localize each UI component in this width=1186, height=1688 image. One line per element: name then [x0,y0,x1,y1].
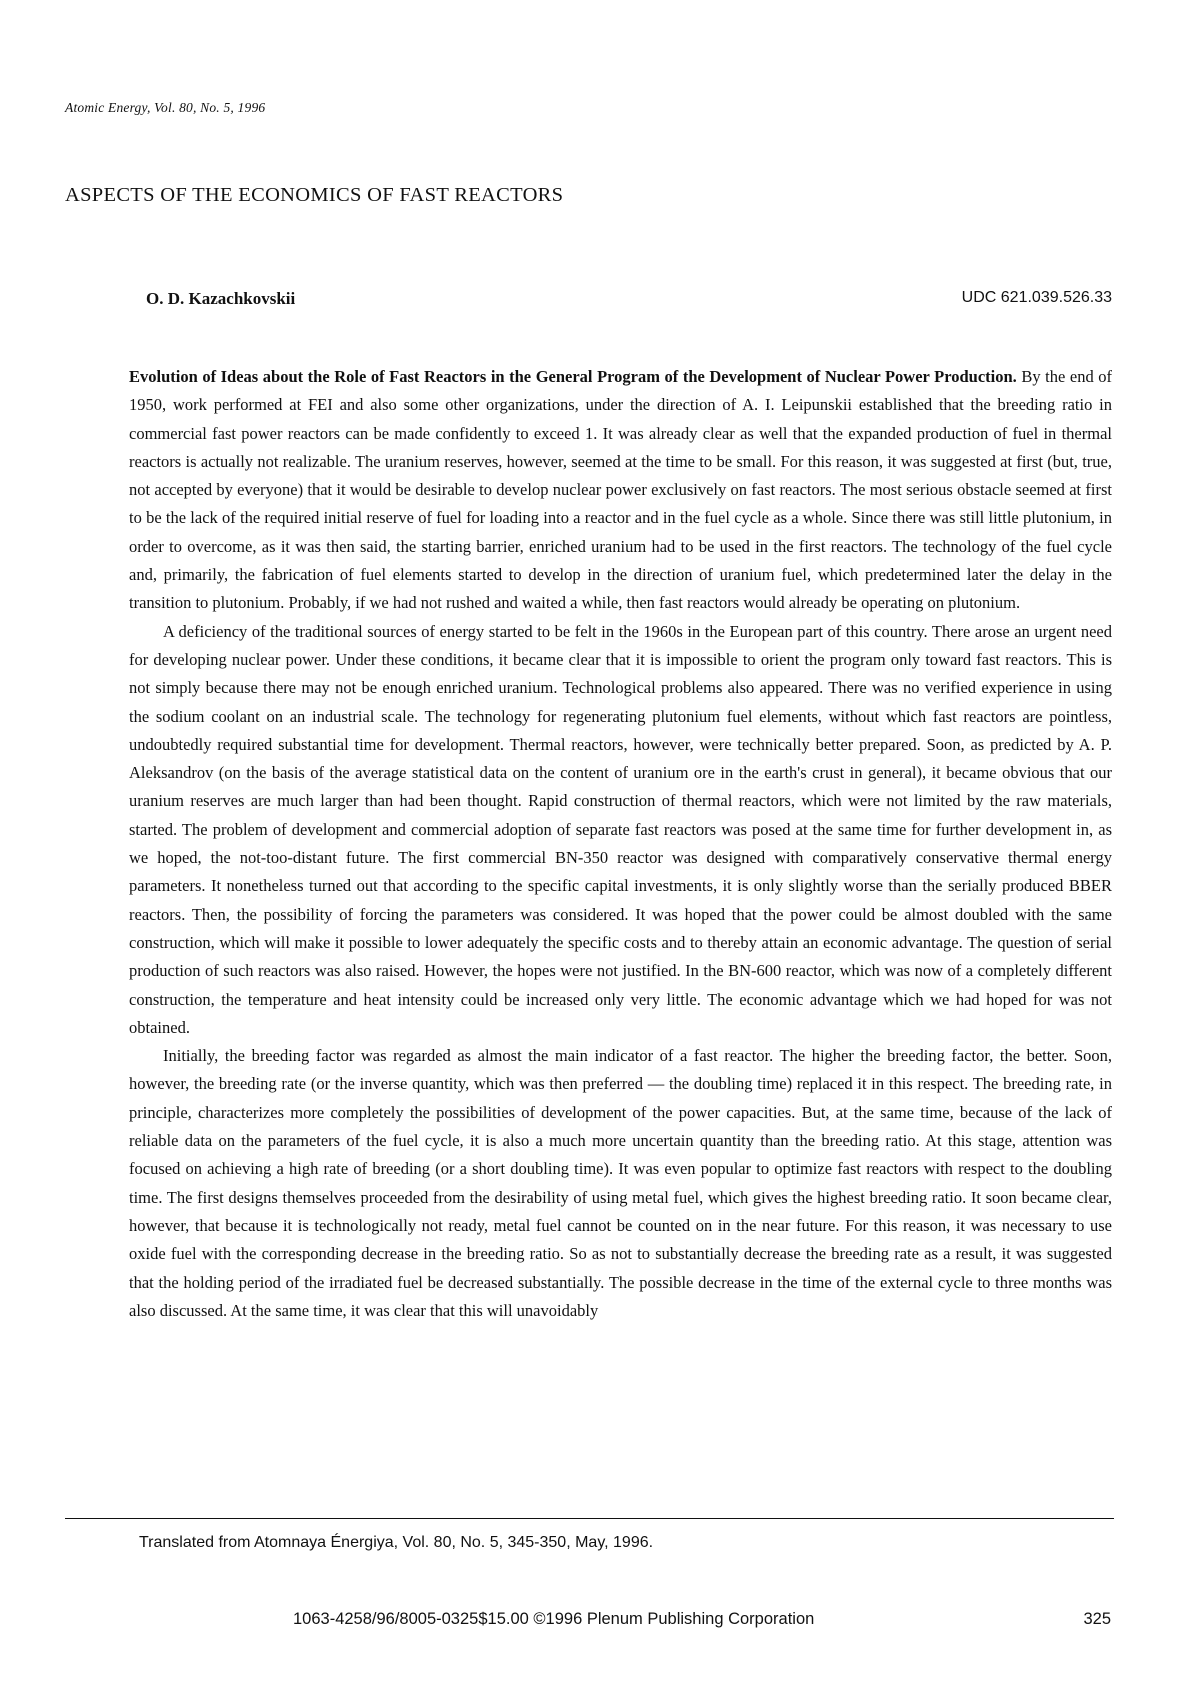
translation-footnote: Translated from Atomnaya Énergiya, Vol. 80, No. 5, 345-350, May, 1996. [139,1534,654,1551]
issn-copyright-line: 1063-4258/96/8005-0325$15.00 ©1996 Plenum Publishing Corporation [293,1610,815,1628]
author-name: O. D. Kazachkovskii [146,289,296,308]
journal-citation: Atomic Energy, Vol. 80, No. 5, 1996 [65,100,266,115]
section-heading: Evolution of Ideas about the Role of Fast Reactors in the General Program of the Development of Nuclear Power Production. [129,367,1017,386]
paragraph-1-text: By the end of 1950, work performed at FEI and also some other organizations, under the direction of A. I. Leipunskii established that the breeding ratio in commercial fast power reactors can be made confidently to exceed 1. It was already clear as well that the expanded production of fuel in thermal reactors is actually not realizable. The uranium reserves, however, seemed at the time to be small. For this reason, it was suggested at first (but, true, not accepted by everyone) that it would be desirable to develop nuclear power exclusively on fast reactors. The most serious obstacle seemed at first to be the lack of the required initial reserve of fuel for loading into a reactor and in the fuel cycle as a whole. Since there was still little plutonium, in order to overcome, as it was then said, the starting barrier, enriched uranium had to be used in the first reactors. The technology of the fuel cycle and, primarily, the fabrication of fuel elements started to develop in the direction of uranium fuel, which predetermined later the delay in the transition to plutonium. Probably, if we had not rushed and waited a while, then fast reactors would already be operating on plutonium. [129,367,1112,613]
paragraph-1 [129,363,1112,618]
paragraph-2: A deficiency of the traditional sources of energy started to be felt in the 1960s in the European part of this country. There arose an urgent need for developing nuclear power. Under these conditions, it became clear that it is impossible to orient the program only toward fast reactors. This is not simply because there may not be enough enriched uranium. Technological problems also appeared. There was no verified experience in using the sodium coolant on an industrial scale. The technology for regenerating plutonium fuel elements, without which fast reactors are pointless, undoubtedly required substantial time for development. Thermal reactors, however, were technically better prepared. Soon, as predicted by A. P. Aleksandrov (on the basis of the average statistical data on the content of uranium ore in the earth's crust in general), it became obvious that our uranium reserves are much larger than had been thought. Rapid construction of thermal reactors, which were not limited by the raw materials, started. The problem of development and commercial adoption of separate fast reactors was posed at the same time for further development in, as we hoped, the not-too-distant future. The first commercial BN-350 reactor was designed with comparatively conservative thermal energy parameters. It nonetheless turned out that according to the specific capital investments, it is only slightly worse than the serially produced BBER reactors. Then, the possibility of forcing the parameters was considered. It was hoped that the power could be almost doubled with the same construction, which will make it possible to lower adequately the specific costs and to thereby attain an economic advantage. The question of serial production of such reactors was also raised. However, the hopes were not justified. In the BN-600 reactor, which was now of a completely different construction, the temperature and heat intensity could be increased only very little. The economic advantage which we had hoped for was not obtained. [129,621,1112,1037]
paragraph-3: Initially, the breeding factor was regarded as almost the main indicator of a fast reactor. The higher the breeding factor, the better. Soon, however, the breeding rate (or the inverse quantity, which was then preferred — the doubling time) replaced it in this respect. The breeding rate, in principle, characterizes more completely the possibilities of development of the power capacities. But, at the same time, because of the lack of reliable data on the parameters of the fuel cycle, it is also a much more uncertain quantity than the breeding ratio. At this stage, attention was focused on achieving a high rate of breeding (or a short doubling time). It was even popular to optimize fast reactors with respect to the doubling time. The first designs themselves proceeded from the desirability of using metal fuel, which gives the highest breeding ratio. It soon became clear, however, that because it is technologically not ready, metal fuel cannot be counted on in the near future. For this reason, it was necessary to use oxide fuel with the corresponding decrease in the breeding ratio. So as not to substantially decrease the breeding rate as a result, it was suggested that the holding period of the irradiated fuel be decreased substantially. The possible decrease in the time of the external cycle to three months was also discussed. At the same time, it was clear that this will unavoidably [129,1046,1112,1320]
article-title: ASPECTS OF THE ECONOMICS OF FAST REACTORS [65,184,564,206]
udc-code: UDC 621.039.526.33 [961,289,1112,306]
article-body [129,363,1112,1325]
page-number: 325 [1083,1610,1111,1628]
footnote-rule [65,1518,1114,1519]
